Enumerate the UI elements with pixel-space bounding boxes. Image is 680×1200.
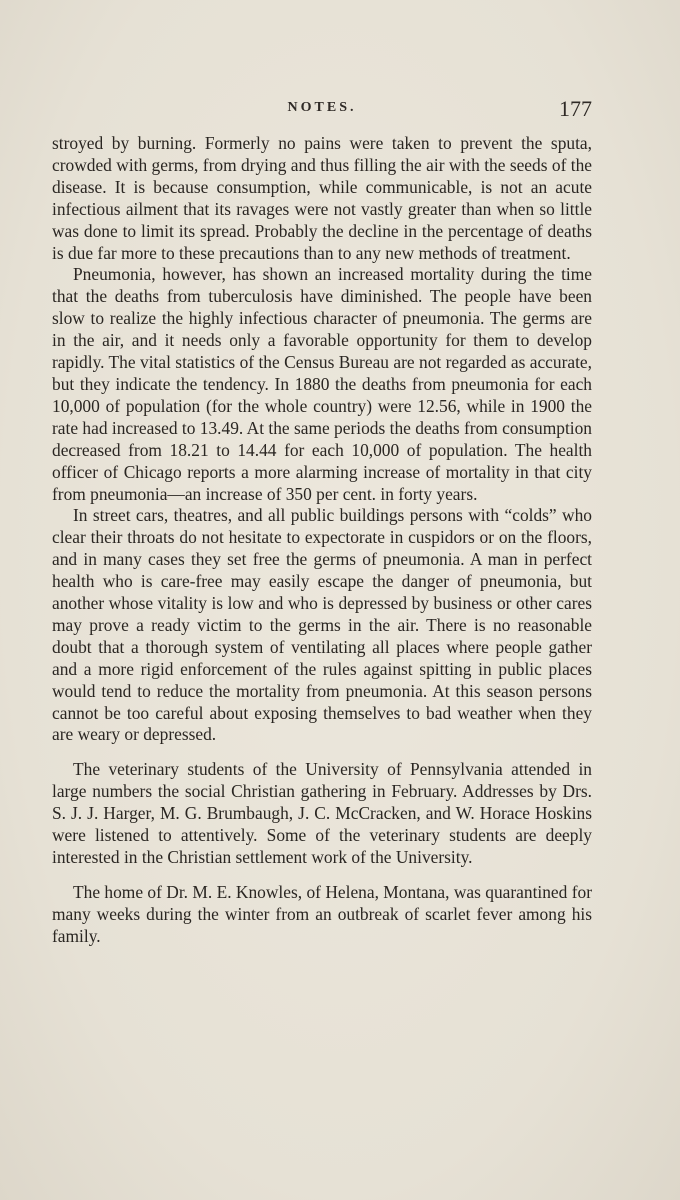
paragraph: In street cars, theatres, and all public buildings persons with “colds” who clear their throats do not hesitate to expectorate in cuspidors or on the floors, and in many cases they set free the germs of pneumonia. A man in perfect health who is care-free may easily escape the danger of pneumonia, but another whose vitality is low and who is depressed by business or other cares may prove a ready victim to the germs in the air. There is no reasonable doubt that a thorough system of ventilating all places where people gather and a more rigid enforcement of the rules against spitting in public places would tend to reduce the mortality from pneumonia. At this season persons cannot be too careful about exposing themselves to bad weather when they are weary or depressed.: [52, 505, 592, 745]
paragraph: stroyed by burning. Formerly no pains were taken to prevent the sputa, crowded with germs, from drying and thus filling the air with the seeds of the disease. It is because consumption, while communicable, is not an acute infectious ailment that its ravages were not vastly greater than when so little was done to limit its spread. Probably the decline in the percentage of deaths is due far more to these precautions than to any new methods of treatment.: [52, 133, 592, 263]
running-title: NOTES.: [287, 100, 357, 115]
paragraph: Pneumonia, however, has shown an increased mortality during the time that the deaths from tuberculosis have diminished. The people have been slow to realize the highly infectious character of pneumonia. The germs are in the air, and it needs only a favorable opportunity for them to develop rapidly. The vital statistics of the Census Bureau are not regarded as accurate, but they indicate the tendency. In 1880 the deaths from pneumonia for each 10,000 of population (for the whole country) were 12.56, while in 1900 the rate had increased to 13.49. At the same periods the deaths from consumption decreased from 18.21 to 14.44 for each 10,000 of population. The health officer of Chicago reports a more alarming increase of mortality in that city from pneumonia—an increase of 350 per cent. in forty years.: [52, 264, 592, 504]
paragraph: The veterinary students of the University of Pennsylvania attended in large numbers the social Christian gathering in February. Addresses by Drs. S. J. J. Harger, M. G. Brumbaugh, J. C. McCracken, and W. Horace Hoskins were listened to attentively. Some of the veterinary students are deeply interested in the Christian settlement work of the University.: [52, 759, 592, 867]
page-number: 177: [559, 96, 592, 121]
page-body: [52, 133, 592, 948]
paragraph: The home of Dr. M. E. Knowles, of Helena, Montana, was quarantined for many weeks during the winter from an outbreak of scarlet fever among his family.: [52, 881, 592, 946]
running-head: [52, 96, 592, 120]
